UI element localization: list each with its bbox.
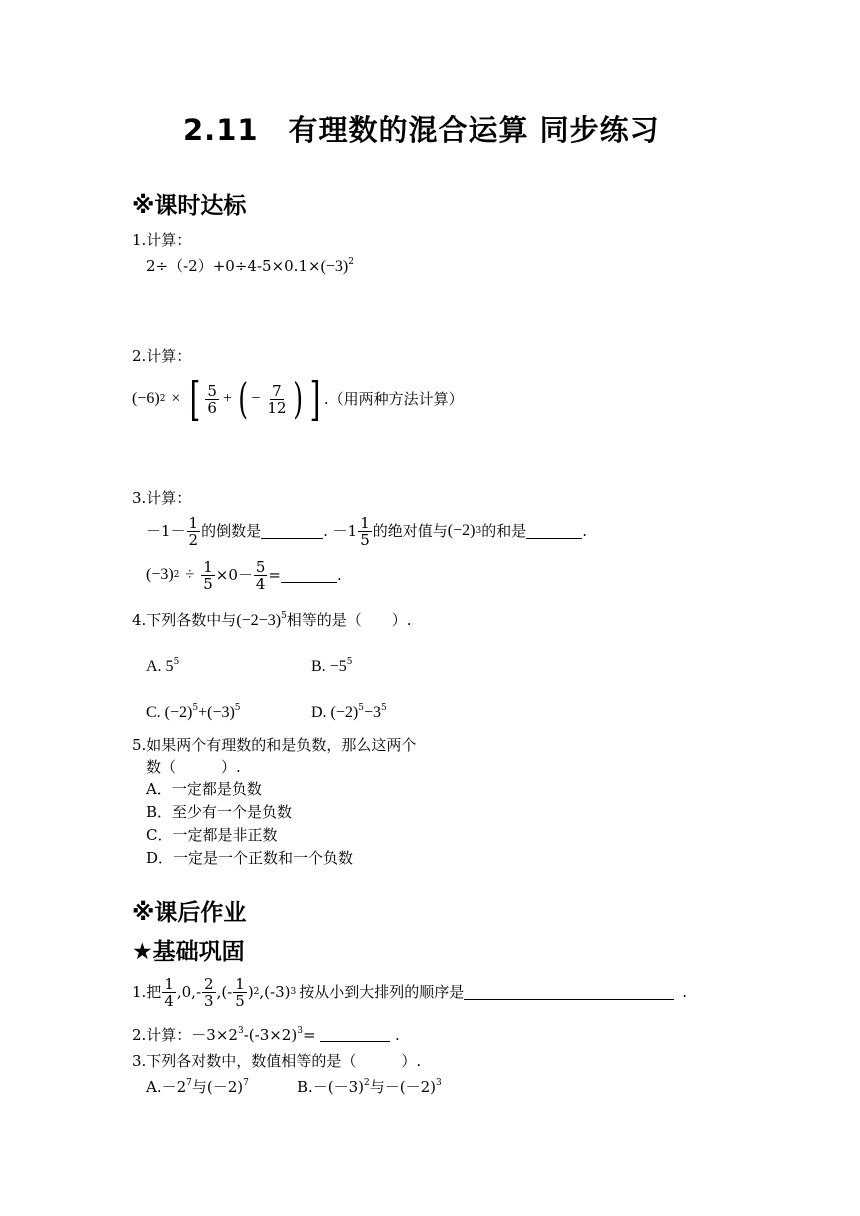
q4-option-d-text1: D. (−2) xyxy=(311,704,359,721)
q4-option-d[interactable] xyxy=(311,702,387,723)
q3-l1-fraction-2 xyxy=(358,515,372,548)
q4-option-d-text2: −3 xyxy=(363,704,381,721)
q4-option-c[interactable] xyxy=(146,702,241,723)
question-5-stem: 5.如果两个有理数的和是负数，那么这两个 xyxy=(132,736,417,754)
q4-option-b-text: B. −5 xyxy=(311,658,347,675)
q2-note: .（用两种方法计算） xyxy=(323,390,464,408)
h3-option-a-text2: 与(－2) xyxy=(191,1078,244,1096)
q4-exp: 5 xyxy=(281,611,287,621)
q4-option-c-exp1: 5 xyxy=(192,703,199,713)
q5-option-c[interactable]: C．一定都是非正数 xyxy=(146,826,278,844)
q3-blank-3[interactable] xyxy=(281,568,337,583)
section-heading-class-goals: ※课时达标 xyxy=(132,193,247,219)
q2-f1-den: 6 xyxy=(207,398,217,417)
h1-f3-num: 1 xyxy=(235,974,245,993)
question-1-label: 1.计算： xyxy=(132,231,192,249)
h2-a: 2.计算：－3×2 xyxy=(132,1026,238,1044)
q3-l2-fraction-2 xyxy=(254,559,268,592)
q1-exp: 2 xyxy=(348,257,354,267)
h3-option-a-text1: A.－2 xyxy=(146,1078,187,1096)
h1-f3-den: 5 xyxy=(235,991,245,1010)
q3-l1-f1-num: 1 xyxy=(188,513,199,532)
h1-d: ) xyxy=(247,983,254,1001)
q4-expr: (−2−3) xyxy=(236,612,282,629)
q3-blank-2[interactable] xyxy=(526,524,582,539)
q4-option-d-exp1: 5 xyxy=(358,703,364,713)
q3-l1-f: 的和是 xyxy=(481,522,527,540)
h3-option-b[interactable] xyxy=(297,1077,442,1097)
h1-f1-num: 1 xyxy=(164,974,174,993)
homework-1: 1.把 $\frac{1}{4}$ ,0,- $\frac{2}{3}$ ,(- $\frac{1}{5}$ ) 2 ,(-3) 3 按从小到大排列的顺序是 . xyxy=(132,974,688,1010)
q3-l2-b: ÷ xyxy=(185,566,195,583)
q4-option-a-exp: 5 xyxy=(173,657,180,667)
h1-e: ,(-3) xyxy=(259,983,291,1001)
q3-l2-f2-den: 4 xyxy=(255,574,266,593)
q2-base: (−6) xyxy=(132,390,160,407)
q1-paren: (−3) xyxy=(320,258,349,275)
h3-option-a-exp1: 7 xyxy=(186,1078,192,1088)
q3-l1-c: . －1 xyxy=(323,522,358,540)
question-3-line-1: －1－ $\frac{1}{2}$ 的倒数是 . －1 $\frac{1}{5}$ 的绝对值与 (−2) 3 的和是 . xyxy=(146,513,587,549)
section-heading-basics: ★基础巩固 xyxy=(132,939,245,965)
page-title: 2.11 有理数的混合运算 同步练习 xyxy=(183,113,660,147)
q5-option-d[interactable]: D．一定是一个正数和一个负数 xyxy=(146,849,354,867)
h1-a: 1.把 xyxy=(132,983,162,1001)
q2-plus: + xyxy=(222,390,232,407)
h3-option-b-exp2: 3 xyxy=(436,1078,442,1088)
question-5-stem-2: 数（ ）. xyxy=(146,758,241,776)
q3-l2-f1-num: 1 xyxy=(203,557,213,576)
q3-l1-b: 的倒数是 xyxy=(201,522,262,540)
q3-l2-f2-num: 5 xyxy=(255,557,266,576)
h3-option-b-text1: B.－(－3) xyxy=(297,1078,365,1096)
q2-f2-num: 7 xyxy=(272,381,282,400)
h3-option-a[interactable] xyxy=(146,1077,249,1097)
q3-l2-a: (−3) xyxy=(146,566,174,583)
h1-f: 按从小到大排列的顺序是 xyxy=(299,983,465,1001)
q4-option-b[interactable] xyxy=(311,656,352,677)
h3-option-a-exp2: 7 xyxy=(243,1078,249,1088)
section-heading-homework: ※课后作业 xyxy=(132,900,247,926)
q3-l1-fraction-1 xyxy=(187,515,201,548)
question-1-expression xyxy=(146,256,354,277)
q4-option-a[interactable] xyxy=(146,656,179,677)
q5-option-b[interactable]: B．至少有一个是负数 xyxy=(146,803,293,821)
q3-l1-f1-den: 2 xyxy=(188,530,199,549)
h1-f2-num: 2 xyxy=(204,974,214,993)
q2-f2-den: 12 xyxy=(267,398,287,417)
h1-fraction-2 xyxy=(202,976,216,1009)
h2-b-exp: 3 xyxy=(297,1026,303,1036)
h2-c: = xyxy=(302,1026,321,1044)
q4-option-c-exp2: 5 xyxy=(234,703,241,713)
question-2-label: 2.计算： xyxy=(132,347,192,365)
homework-3-stem: 3.下列各对数中，数值相等的是（ ）. xyxy=(132,1052,422,1070)
h1-blank[interactable] xyxy=(464,985,674,1000)
q3-l2-f1-den: 5 xyxy=(203,574,213,593)
q4-tail: 相等的是（ ）. xyxy=(286,611,412,629)
q2-neg: − xyxy=(251,390,261,407)
h1-c: ,(- xyxy=(216,983,233,1001)
h1-fraction-1 xyxy=(162,976,176,1009)
question-3-line-2: (−3) 2 ÷ $\frac{1}{5}$ ×0－ $\frac{5}{4}$ = . xyxy=(146,557,342,593)
h2-blank[interactable] xyxy=(320,1027,390,1042)
q4-option-a-text: A. 5 xyxy=(146,658,174,675)
q3-l1-g: . xyxy=(582,522,587,540)
q3-l1-e: (−2) xyxy=(447,522,476,539)
q3-blank-1[interactable] xyxy=(261,524,323,539)
q5-option-a[interactable]: A．一定都是负数 xyxy=(146,780,262,798)
q3-l1-a: －1－ xyxy=(146,522,186,540)
q4-option-d-exp2: 5 xyxy=(381,703,387,713)
h1-g: . xyxy=(682,983,688,1001)
q4-option-c-text1: C. (−2) xyxy=(146,704,193,721)
q2-fraction-2 xyxy=(265,383,288,416)
h1-f2-den: 3 xyxy=(204,991,214,1010)
q2-times: × xyxy=(171,390,181,407)
q3-l2-c: ×0－ xyxy=(215,566,253,584)
h1-b: ,0,- xyxy=(176,983,202,1001)
q2-f1-num: 5 xyxy=(207,381,217,400)
question-3-label: 3.计算： xyxy=(132,489,192,507)
q1-expr-text: 2÷（-2）+0÷4-5×0.1× xyxy=(146,257,321,275)
h2-a-exp: 3 xyxy=(237,1026,244,1036)
q3-l1-f2-den: 5 xyxy=(360,530,370,549)
q2-fraction-1 xyxy=(205,383,219,416)
h3-option-b-exp1: 2 xyxy=(364,1078,370,1088)
question-4-stem xyxy=(132,610,412,631)
h2-d: . xyxy=(390,1026,400,1044)
h2-b: -(-3×2) xyxy=(243,1026,298,1044)
question-2-expression: (−6) 2 × [ $\frac{5}{6}$ + ( − $\frac{7}{12}$ ) ] .（用两种方法计算） xyxy=(132,372,464,426)
homework-2 xyxy=(132,1025,400,1045)
q4-label: 4.下列各数中与 xyxy=(132,611,237,629)
q4-option-b-exp: 5 xyxy=(346,657,353,667)
q4-option-c-text2: +(−3) xyxy=(198,704,235,721)
q3-l1-f2-num: 1 xyxy=(360,513,370,532)
h1-fraction-3 xyxy=(233,976,247,1009)
q3-l2-fraction-1 xyxy=(201,559,215,592)
q3-l2-e: . xyxy=(337,566,342,584)
q3-l2-d: = xyxy=(268,566,281,584)
h3-option-b-text2: 与－(－2) xyxy=(369,1078,437,1096)
h1-f1-den: 4 xyxy=(164,991,174,1010)
q3-l1-d: 的绝对值与 xyxy=(372,522,448,540)
